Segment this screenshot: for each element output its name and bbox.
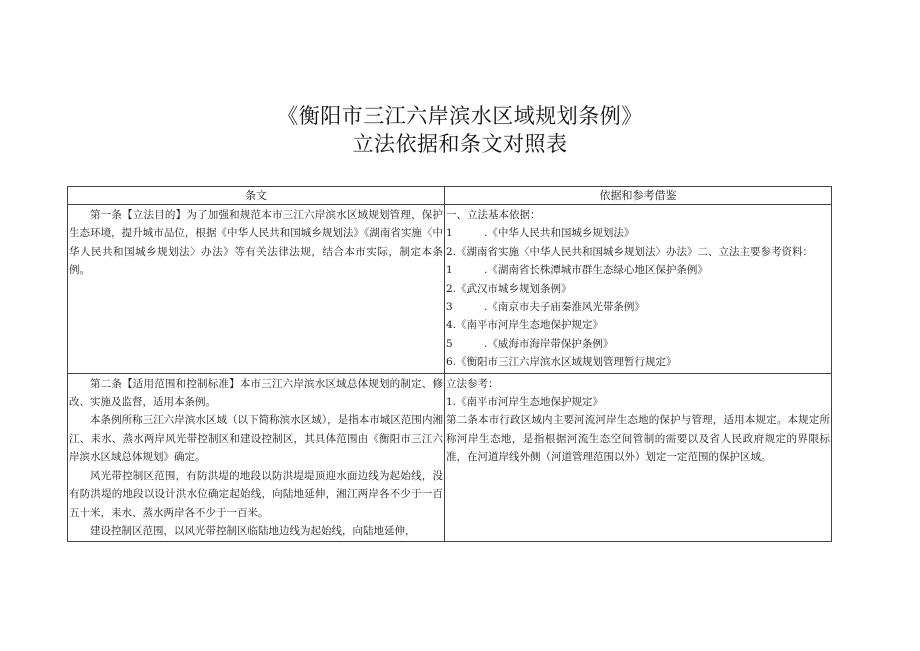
basis-line: 1 .《湖南省长株潭城市群生态绿心地区保护条例》 <box>446 261 830 279</box>
comparison-table <box>67 186 832 542</box>
basis-line: 6.《衡阳市三江六岸滨水区域规划管理暂行规定》 <box>446 356 677 369</box>
basis-line: 2.《武汉市城乡规划条例》 <box>446 282 572 295</box>
basis-cell <box>445 373 832 542</box>
basis-line: 3 .《南京市夫子庙秦淮风光带条例》 <box>446 298 830 316</box>
basis-line-number: 1 <box>446 227 453 240</box>
document-title-line1: 《衡阳市三江六岸滨水区域规划条例》 <box>277 104 643 128</box>
basis-line: 5 .《威海市海岸带保护条例》 <box>446 335 830 353</box>
basis-cell <box>445 205 832 374</box>
basis-line: 1 .《中华人民共和国城乡规划法》 <box>446 224 830 242</box>
basis-line: 立法参考： <box>446 377 499 390</box>
document-title-line2: 立法依据和条文对照表 <box>352 132 568 156</box>
basis-line: 4.《南平市河岸生态地保护规定》 <box>446 319 604 332</box>
clause-paragraph: 本条例所称三江六岸滨水区域（以下简称滨水区域），是指本市城区范围内湘江、耒水、蒸水两岸风光带控制区和建设控制区，其具体范围由《衡阳市三江六岸滨水区域总体规划》确定。 <box>69 414 443 464</box>
clause-cell <box>68 373 445 542</box>
clause-paragraph: 风光带控制区范围，有防洪堤的地段以防洪堤堤顶迎水面边线为起始线，没有防洪堤的地段以设计洪水位确定起始线，向陆地延伸，湘江两岸各不少于一百五十米，耒水、蒸水两岸各不少于一百米。 <box>69 469 443 519</box>
basis-line: 一、立法基本依据： <box>446 209 541 221</box>
header-basis: 依据和参考借鉴 <box>445 187 832 205</box>
table-header-row <box>68 187 832 205</box>
basis-line: 第二条本市行政区域内主要河流河岸生态地的保护与管理，适用本规定。本规定所称河岸生态地，是指根据河流生态空间管制的需要以及省人民政府规定的界限标准，在河道岸线外侧（河道管理范围以外）划定一定范围的保护区域。 <box>446 414 830 464</box>
basis-line: 2.《湖南省实施〈中华人民共和国城乡规划法〉办法》二、立法主要参考资料： <box>446 245 814 258</box>
clause-paragraph: 建设控制区范围，以风光带控制区临陆地边线为起始线，向陆地延伸， <box>90 524 416 537</box>
basis-line: 1.《南平市河岸生态地保护规定》 <box>446 396 604 409</box>
basis-line-number: 5 <box>446 337 453 350</box>
table-row <box>68 205 832 374</box>
basis-line-number: 1 <box>446 264 453 277</box>
header-clause: 条文 <box>68 187 445 205</box>
clause-cell <box>68 205 445 374</box>
basis-line-number: 3 <box>446 301 453 314</box>
clause-paragraph: 第一条【立法目的】为了加强和规范本市三江六岸滨水区域规划管理，保护生态环境，提升城市品位，根据《中华人民共和国城乡规划法》《湖南省实施〈中华人民共和国城乡规划法〉办法》等有关法律法规，结合本市实际，制定本条例。 <box>69 209 443 277</box>
clause-paragraph: 第二条【适用范围和控制标准】本市三江六岸滨水区域总体规划的制定、修改、实施及监督，适用本条例。 <box>69 377 443 409</box>
table-row <box>68 373 832 542</box>
